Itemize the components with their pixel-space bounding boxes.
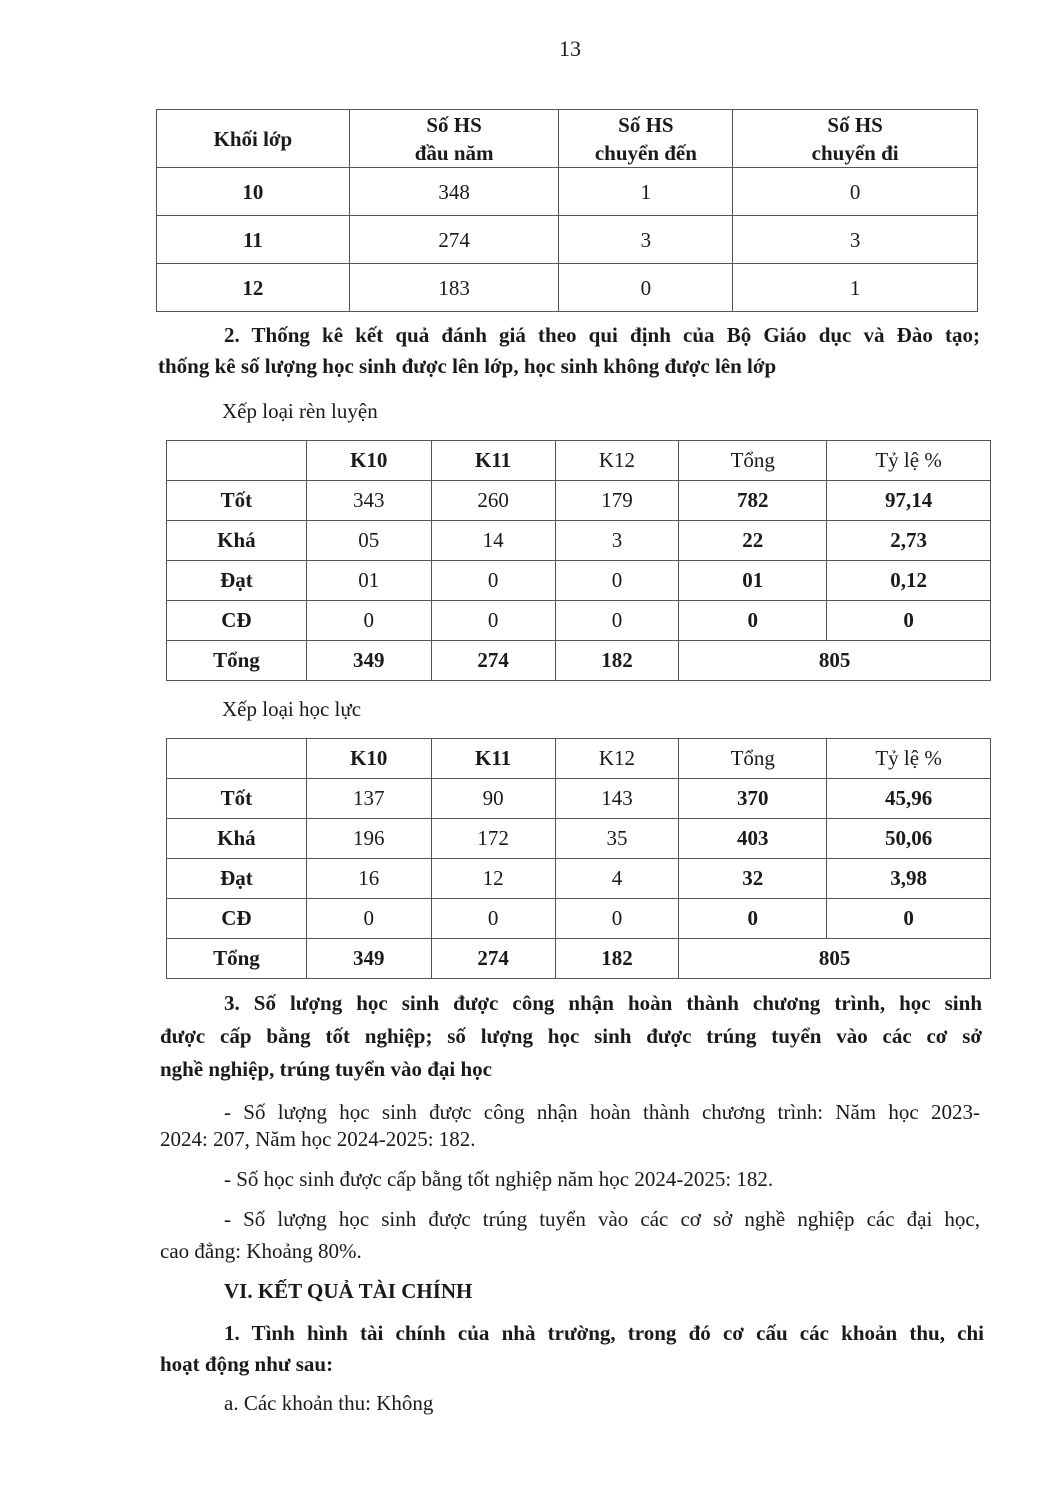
table-cell: 0 bbox=[679, 601, 827, 641]
header-cell: K12 bbox=[555, 739, 679, 779]
diploma-item: - Số học sinh được cấp bằng tốt nghiệp năm học 2024-2025: 182. bbox=[224, 1167, 774, 1191]
grade-cell: 11 bbox=[157, 216, 350, 264]
table-cell: 274 bbox=[431, 641, 555, 681]
table-cell: 782 bbox=[679, 481, 827, 521]
table-cell: 45,96 bbox=[827, 779, 991, 819]
table-cell: 0 bbox=[827, 601, 991, 641]
table-header-row bbox=[167, 739, 991, 779]
section6-sub1-line2: hoạt động như sau: bbox=[160, 1352, 334, 1376]
header-cell: Tổng bbox=[679, 441, 827, 481]
row-label-cell: CĐ bbox=[167, 899, 307, 939]
table-cell: 90 bbox=[431, 779, 555, 819]
table-cell: 182 bbox=[555, 939, 679, 979]
row-label-cell: Khá bbox=[167, 819, 307, 859]
header-cell: Số HS chuyển đến bbox=[559, 110, 733, 168]
header-cell: Tổng bbox=[679, 739, 827, 779]
table-cell: 403 bbox=[679, 819, 827, 859]
table-row bbox=[167, 859, 991, 899]
section2-heading-line1: 2. Thống kê kết quả đánh giá theo qui định của Bộ Giáo dục và Đào tạo; bbox=[224, 323, 980, 347]
header-cell: Khối lớp bbox=[157, 110, 350, 168]
table-cell: 0 bbox=[431, 899, 555, 939]
table-cell: 349 bbox=[306, 641, 431, 681]
table-row bbox=[167, 481, 991, 521]
table-cell: 348 bbox=[349, 168, 559, 216]
row-label-cell: Tốt bbox=[167, 481, 307, 521]
section6-sub1-line1: 1. Tình hình tài chính của nhà trường, trong đó cơ cấu các khoản thu, chi bbox=[224, 1321, 984, 1345]
table-cell: 0 bbox=[555, 601, 679, 641]
table-row bbox=[167, 779, 991, 819]
table-row bbox=[157, 168, 978, 216]
table-cell: 0 bbox=[559, 264, 733, 312]
table-cell: 3,98 bbox=[827, 859, 991, 899]
header-cell: K10 bbox=[306, 739, 431, 779]
table-cell: 370 bbox=[679, 779, 827, 819]
table-cell: 01 bbox=[679, 561, 827, 601]
section3-heading-line2: được cấp bằng tốt nghiệp; số lượng học sinh được trúng tuyển vào các cơ sở bbox=[160, 1024, 982, 1048]
table-cell: 137 bbox=[306, 779, 431, 819]
table-cell: 0 bbox=[306, 899, 431, 939]
completion-item-line2: 2024: 207, Năm học 2024-2025: 182. bbox=[160, 1127, 476, 1151]
table-row bbox=[157, 216, 978, 264]
table-cell: 172 bbox=[431, 819, 555, 859]
table-row bbox=[157, 264, 978, 312]
section3-heading-line1: 3. Số lượng học sinh được công nhận hoàn thành chương trình, học sinh bbox=[224, 991, 982, 1015]
income-item: a. Các khoản thu: Không bbox=[224, 1391, 434, 1415]
header-cell: Tỷ lệ % bbox=[827, 739, 991, 779]
header-cell bbox=[167, 739, 307, 779]
grade-cell: 12 bbox=[157, 264, 350, 312]
table-cell: 14 bbox=[431, 521, 555, 561]
header-cell: K12 bbox=[555, 441, 679, 481]
table-cell: 35 bbox=[555, 819, 679, 859]
row-label-cell: Tổng bbox=[167, 939, 307, 979]
table-total-row bbox=[167, 641, 991, 681]
header-cell: Số HS chuyển đi bbox=[733, 110, 978, 168]
row-label-cell: Khá bbox=[167, 521, 307, 561]
table-cell: 3 bbox=[733, 216, 978, 264]
row-label-cell: Đạt bbox=[167, 561, 307, 601]
table-cell: 0 bbox=[555, 899, 679, 939]
row-label-cell: Tốt bbox=[167, 779, 307, 819]
section2-heading-line2: thống kê số lượng học sinh được lên lớp, học sinh không được lên lớp bbox=[158, 354, 777, 378]
section6-heading: VI. KẾT QUẢ TÀI CHÍNH bbox=[224, 1279, 473, 1303]
table-cell: 97,14 bbox=[827, 481, 991, 521]
table-cell: 274 bbox=[349, 216, 559, 264]
table-cell: 0,12 bbox=[827, 561, 991, 601]
table-cell: 12 bbox=[431, 859, 555, 899]
table-cell: 0 bbox=[306, 601, 431, 641]
table-cell: 22 bbox=[679, 521, 827, 561]
table-cell: 349 bbox=[306, 939, 431, 979]
table-cell: 32 bbox=[679, 859, 827, 899]
table-cell: 01 bbox=[306, 561, 431, 601]
completion-item-line1: - Số lượng học sinh được công nhận hoàn thành chương trình: Năm học 2023- bbox=[224, 1100, 980, 1124]
table-total-row bbox=[167, 939, 991, 979]
admission-item-line2: cao đẳng: Khoảng 80%. bbox=[160, 1239, 362, 1263]
table-row bbox=[167, 521, 991, 561]
page-number: 13 bbox=[559, 36, 581, 61]
table-cell: 274 bbox=[431, 939, 555, 979]
table-row bbox=[167, 819, 991, 859]
table-cell: 0 bbox=[733, 168, 978, 216]
table-cell: 4 bbox=[555, 859, 679, 899]
header-cell: K11 bbox=[431, 441, 555, 481]
header-cell: Tỷ lệ % bbox=[827, 441, 991, 481]
table-cell: 143 bbox=[555, 779, 679, 819]
table-row bbox=[167, 601, 991, 641]
table-cell: 0 bbox=[679, 899, 827, 939]
conduct-label: Xếp loại rèn luyện bbox=[222, 399, 378, 423]
table-cell: 1 bbox=[733, 264, 978, 312]
table-header-row bbox=[167, 441, 991, 481]
table-cell: 16 bbox=[306, 859, 431, 899]
academic-label: Xếp loại học lực bbox=[222, 697, 362, 721]
header-cell: Số HS đầu năm bbox=[349, 110, 559, 168]
table-cell: 05 bbox=[306, 521, 431, 561]
table-cell: 179 bbox=[555, 481, 679, 521]
table-cell: 196 bbox=[306, 819, 431, 859]
academic-table bbox=[166, 738, 991, 979]
admission-item-line1: - Số lượng học sinh được trúng tuyển vào các cơ sở nghề nghiệp các đại học, bbox=[224, 1207, 980, 1231]
grand-total-cell: 805 bbox=[679, 641, 991, 681]
table-cell: 3 bbox=[555, 521, 679, 561]
table-row bbox=[167, 561, 991, 601]
row-label-cell: CĐ bbox=[167, 601, 307, 641]
row-label-cell: Đạt bbox=[167, 859, 307, 899]
row-label-cell: Tổng bbox=[167, 641, 307, 681]
table-row bbox=[167, 899, 991, 939]
conduct-table bbox=[166, 440, 991, 681]
grade-cell: 10 bbox=[157, 168, 350, 216]
grand-total-cell: 805 bbox=[679, 939, 991, 979]
enrollment-table bbox=[156, 109, 978, 312]
table-cell: 0 bbox=[827, 899, 991, 939]
table-cell: 3 bbox=[559, 216, 733, 264]
table-cell: 50,06 bbox=[827, 819, 991, 859]
table-cell: 0 bbox=[431, 601, 555, 641]
table-cell: 343 bbox=[306, 481, 431, 521]
header-cell: K10 bbox=[306, 441, 431, 481]
table-cell: 183 bbox=[349, 264, 559, 312]
table-cell: 2,73 bbox=[827, 521, 991, 561]
table-header-row bbox=[157, 110, 978, 168]
table-cell: 260 bbox=[431, 481, 555, 521]
header-cell: K11 bbox=[431, 739, 555, 779]
table-cell: 1 bbox=[559, 168, 733, 216]
table-cell: 182 bbox=[555, 641, 679, 681]
header-cell bbox=[167, 441, 307, 481]
table-cell: 0 bbox=[555, 561, 679, 601]
table-cell: 0 bbox=[431, 561, 555, 601]
section3-heading-line3: nghề nghiệp, trúng tuyển vào đại học bbox=[160, 1057, 492, 1081]
